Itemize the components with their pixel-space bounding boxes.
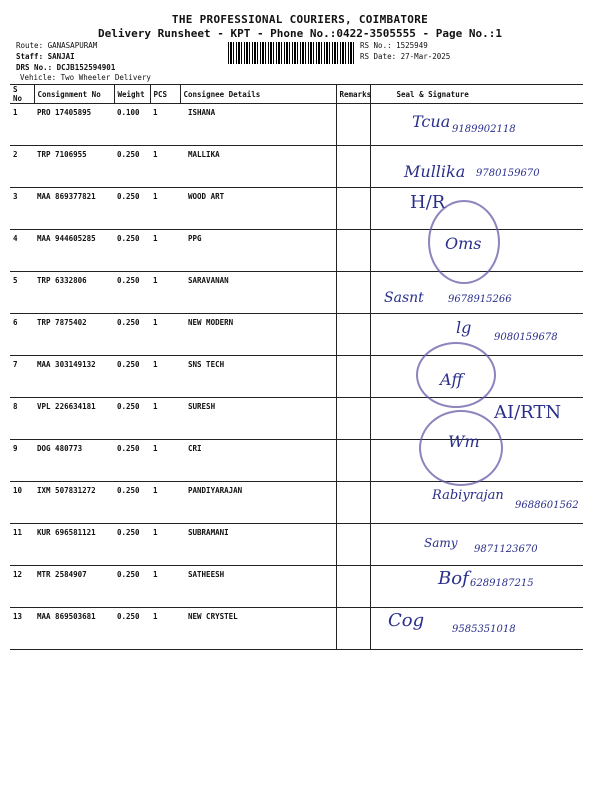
row-remarks: [336, 104, 370, 146]
signature-7: Aff: [440, 370, 463, 389]
barcode: [228, 42, 354, 64]
table-row: [10, 356, 583, 398]
row-pcs: 1: [150, 356, 180, 398]
row-sno: 4: [10, 230, 34, 272]
table-row: [10, 146, 583, 188]
row-remarks: [336, 314, 370, 356]
row-consignment-no: MAA 944605285: [34, 230, 114, 272]
row-remarks: [336, 566, 370, 608]
row-consignment-no: KUR 696581121: [34, 524, 114, 566]
signature-6: lg: [456, 318, 472, 337]
signature-1: Tcua: [412, 112, 451, 131]
col-header-sno: S No: [10, 85, 34, 104]
rs-number: RS No.: 1525949: [360, 41, 428, 50]
row-weight: 0.250: [114, 566, 150, 608]
row-weight: 0.250: [114, 314, 150, 356]
row-weight: 0.100: [114, 104, 150, 146]
signature-2: Mullika: [404, 162, 466, 181]
row-weight: 0.250: [114, 524, 150, 566]
row-consignee: MALLIKA: [180, 146, 336, 188]
row-remarks: [336, 272, 370, 314]
col-header-pcs: PCS: [150, 85, 180, 104]
row-sno: 3: [10, 188, 34, 230]
row-pcs: 1: [150, 272, 180, 314]
row-consignment-no: PRO 17405895: [34, 104, 114, 146]
col-header-consignee: Consignee Details: [180, 85, 336, 104]
row-seal-signature: [370, 146, 583, 188]
row-remarks: [336, 440, 370, 482]
row-consignee: PPG: [180, 230, 336, 272]
row-consignee: CRI: [180, 440, 336, 482]
col-header-remarks: Remarks: [336, 85, 370, 104]
row-weight: 0.250: [114, 146, 150, 188]
col-header-consignment: Consignment No: [34, 85, 114, 104]
phone-2: 9780159670: [476, 168, 540, 179]
row-consignment-no: MTR 2584907: [34, 566, 114, 608]
row-remarks: [336, 188, 370, 230]
row-consignee: NEW MODERN: [180, 314, 336, 356]
row-consignment-no: IXM 507831272: [34, 482, 114, 524]
row-consignment-no: MAA 869377821: [34, 188, 114, 230]
row-pcs: 1: [150, 566, 180, 608]
row-pcs: 1: [150, 314, 180, 356]
row-consignee: PANDIYARAJAN: [180, 482, 336, 524]
signature-4: Oms: [445, 234, 482, 253]
vehicle-label: Vehicle: Two Wheeler Delivery: [20, 73, 151, 82]
hr-note: H/R: [410, 192, 446, 213]
phone-13: 9585351018: [452, 624, 516, 635]
row-pcs: 1: [150, 146, 180, 188]
phone-7: 9080159678: [494, 332, 558, 343]
row-sno: 6: [10, 314, 34, 356]
drs-number: DRS No.: DCJB152594901: [16, 63, 116, 72]
row-sno: 11: [10, 524, 34, 566]
row-pcs: 1: [150, 104, 180, 146]
row-sno: 1: [10, 104, 34, 146]
row-remarks: [336, 482, 370, 524]
signature-10: Rabiyrajan: [432, 488, 504, 503]
row-consignee: SUBRAMANI: [180, 524, 336, 566]
signature-5: Sasnt: [384, 290, 424, 306]
row-remarks: [336, 608, 370, 650]
row-consignee: SURESH: [180, 398, 336, 440]
row-sno: 9: [10, 440, 34, 482]
row-sno: 10: [10, 482, 34, 524]
row-consignee: ISHANA: [180, 104, 336, 146]
row-sno: 2: [10, 146, 34, 188]
signature-9: Wm: [448, 432, 480, 451]
row-pcs: 1: [150, 230, 180, 272]
row-weight: 0.250: [114, 230, 150, 272]
phone-5: 9678915266: [448, 294, 512, 305]
row-consignment-no: VPL 226634181: [34, 398, 114, 440]
row-pcs: 1: [150, 398, 180, 440]
row-consignee: NEW CRYSTEL: [180, 608, 336, 650]
row-consignment-no: MAA 303149132: [34, 356, 114, 398]
row-sno: 13: [10, 608, 34, 650]
row-sno: 7: [10, 356, 34, 398]
row-weight: 0.250: [114, 440, 150, 482]
row-consignee: WOOD ART: [180, 188, 336, 230]
table-row: [10, 272, 583, 314]
phone-1: 9189902118: [452, 124, 516, 135]
company-title: THE PROFESSIONAL COURIERS, COIMBATORE: [171, 13, 429, 26]
row-weight: 0.250: [114, 482, 150, 524]
row-pcs: 1: [150, 608, 180, 650]
col-header-seal: Seal & Signature: [370, 85, 583, 104]
row-consignment-no: DOG 480773: [34, 440, 114, 482]
table-row: [10, 188, 583, 230]
row-pcs: 1: [150, 524, 180, 566]
row-weight: 0.250: [114, 608, 150, 650]
phone-12: 6289187215: [470, 578, 534, 589]
row-consignment-no: TRP 6332806: [34, 272, 114, 314]
row-consignment-no: TRP 7875402: [34, 314, 114, 356]
row-pcs: 1: [150, 440, 180, 482]
signature-13: Cog: [388, 610, 425, 631]
staff-label: Staff: SANJAI: [16, 52, 75, 61]
row-consignee: SNS TECH: [180, 356, 336, 398]
col-header-weight: Weight: [114, 85, 150, 104]
row-remarks: [336, 356, 370, 398]
runsheet-subtitle: Delivery Runsheet - KPT - Phone No.:0422-3505555 - Page No.:1: [98, 27, 502, 40]
row-remarks: [336, 230, 370, 272]
row-weight: 0.250: [114, 188, 150, 230]
row-consignment-no: TRP 7106955: [34, 146, 114, 188]
phone-10: 9688601562: [515, 500, 579, 511]
row-remarks: [336, 146, 370, 188]
signature-11: Samy: [424, 536, 458, 550]
row-weight: 0.250: [114, 398, 150, 440]
row-sno: 8: [10, 398, 34, 440]
row-consignee: SATHEESH: [180, 566, 336, 608]
row-pcs: 1: [150, 482, 180, 524]
row-sno: 5: [10, 272, 34, 314]
table-header-row: [10, 85, 583, 104]
rs-date: RS Date: 27-Mar-2025: [360, 52, 451, 61]
signature-12: Bof: [438, 568, 469, 589]
row-remarks: [336, 524, 370, 566]
row-weight: 0.250: [114, 356, 150, 398]
row-consignee: SARAVANAN: [180, 272, 336, 314]
row-pcs: 1: [150, 188, 180, 230]
phone-11: 9871123670: [474, 544, 538, 555]
row-remarks: [336, 398, 370, 440]
row-sno: 12: [10, 566, 34, 608]
row-consignment-no: MAA 869503681: [34, 608, 114, 650]
route-label: Route: GANASAPURAM: [16, 41, 98, 50]
row-weight: 0.250: [114, 272, 150, 314]
return-note: AI/RTN: [494, 402, 562, 423]
